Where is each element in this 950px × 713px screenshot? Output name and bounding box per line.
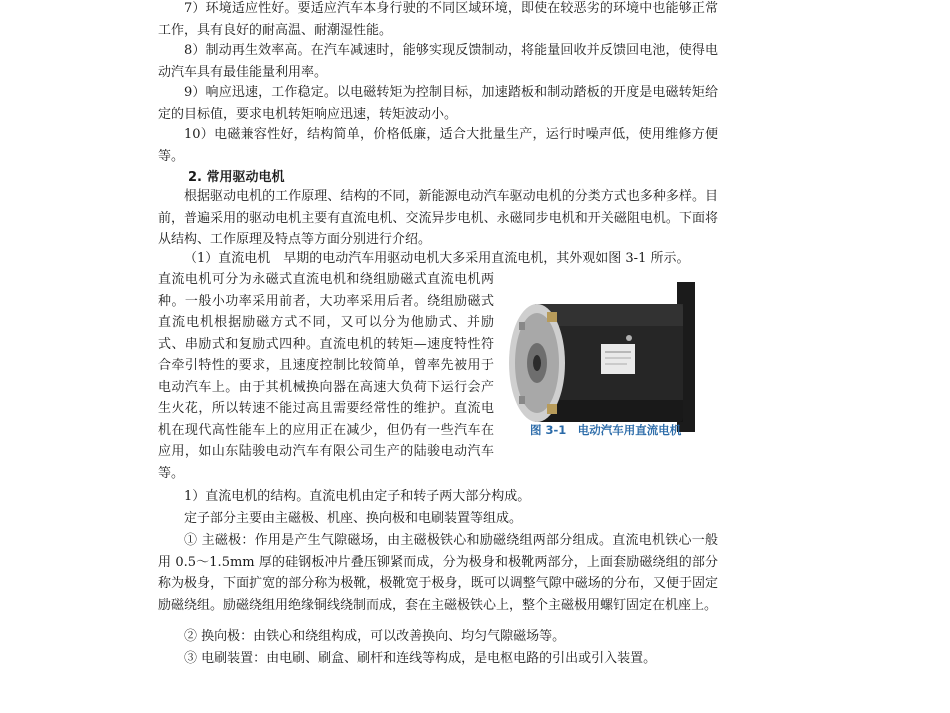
commutating-pole-line: ② 换向极：由铁心和绕组构成，可以改善换向、均匀气隙磁场等。 (184, 629, 566, 644)
paragraph-item-8: 8）制动再生效率高。在汽车减速时，能够实现反馈制动，将能量回收并反馈回电池，使得电动汽车具有最佳能量利用率。 (158, 43, 718, 80)
paragraph-item-9: 9）响应迅速，工作稳定。以电磁转矩为控制目标，加速踏板和制动踏板的开度是电磁转矩给定的目标值，要求电机转矩响应迅速，转矩波动小。 (158, 85, 718, 122)
dc-motor-first-line: （1）直流电机 早期的电动汽车用驱动电机大多采用直流电机，其外观如图 3-1 所示。 (184, 251, 690, 266)
main-pole-paragraph: ① 主磁极：作用是产生气隙磁场，由主磁极铁心和励磁绕组两部分组成。直流电机铁心一般用 0.5～1.5mm 厚的硅钢板冲片叠压铆紧而成，分为极身和极靴两部分，上面套励磁绕组的部分称为极身，下面扩宽的部分称为极靴，极靴宽于极身，既可以调整气隙中磁场的分布，又便于固定励磁绕组。励磁绕组用绝缘铜线绕制而成，套在主磁极铁心上，整个主磁极用螺钉固定在机座上。 (158, 533, 718, 613)
dc-motor-photo (505, 282, 715, 442)
motor-nameplate (601, 344, 635, 374)
dc-motor-illustration (505, 282, 715, 442)
figure-caption: 图 3-1 电动汽车用直流电机 (530, 423, 682, 437)
stator-line: 定子部分主要由主磁极、机座、换向极和电刷装置等组成。 (184, 511, 523, 526)
dc-motor-wrapped-text: 直流电机可分为永磁式直流电机和绕组励磁式直流电机两种。一般小功率采用前者，大功率采用后者。绕组励磁式直流电机根据励磁方式不同，又可以分为他励式、并励式、串励式和复励式四种。直流电机的转矩—速度特性符合牵引特性的要求，且速度控制比较简单，曾率先被用于电动汽车上。由于其机械换向器在高速大负荷下运行会产生火花，所以转速不能过高且需要经常性的维护。直流电机在现代高性能车上的应用正在减少，但仍有一些汽车在应用，如山东陆骏电动汽车有限公司生产的陆骏电动汽车等。 (158, 272, 494, 481)
paragraph-item-7: 7）环境适应性好。要适应汽车本身行驶的不同区域环境，即使在较恶劣的环境中也能够正常工作，具有良好的耐高温、耐潮湿性能。 (158, 1, 718, 38)
section-intro: 根据驱动电机的工作原理、结构的不同，新能源电动汽车驱动电机的分类方式也多种多样。目前，普遍采用的驱动电机主要有直流电机、交流异步电机、永磁同步电机和开关磁阻电机。下面将从结构、工作原理及特点等方面分别进行介绍。 (158, 189, 718, 247)
paragraph-item-10: 10）电磁兼容性好，结构简单，价格低廉，适合大批量生产，运行时噪声低，使用维修方便等。 (158, 127, 718, 164)
brush-line: ③ 电刷装置：由电刷、刷盒、刷杆和连线等构成，是电枢电路的引出或引入装置。 (184, 651, 657, 666)
section-heading: 2. 常用驱动电机 (188, 170, 285, 185)
dc-structure-line: 1）直流电机的结构。直流电机由定子和转子两大部分构成。 (184, 489, 531, 504)
